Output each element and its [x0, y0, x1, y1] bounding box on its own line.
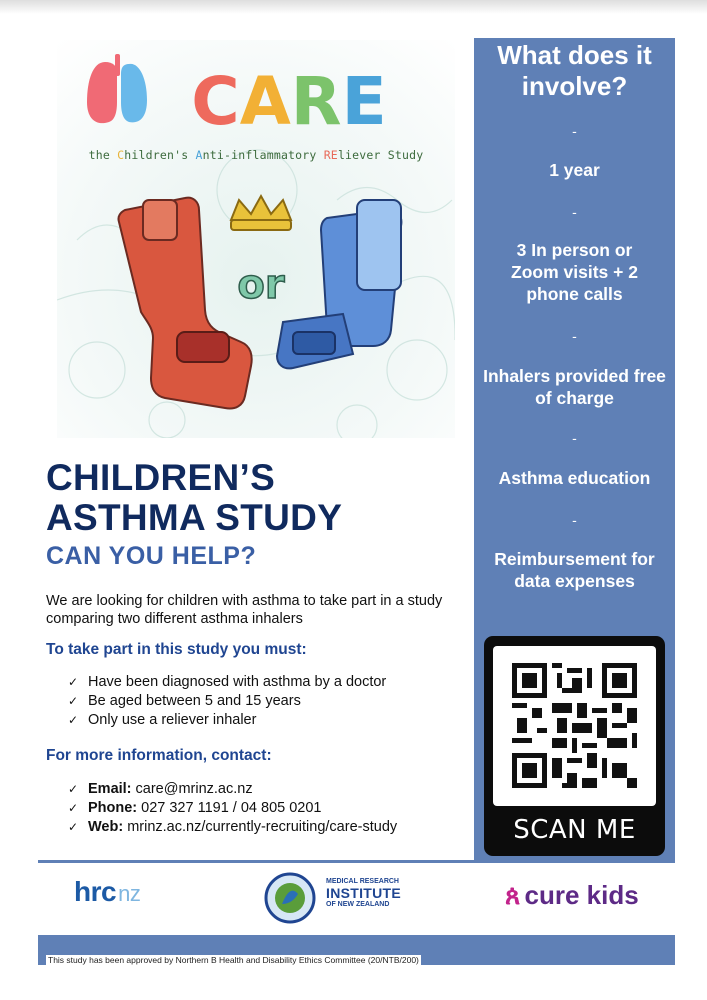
check-icon: ✓	[68, 675, 79, 689]
qr-code-icon[interactable]	[512, 663, 637, 788]
intro-text: We are looking for children with asthma to take part in a study comparing two different asthma inhalers	[46, 593, 443, 627]
requirement-item: ✓ Only use a reliever inhaler	[68, 712, 257, 728]
qr-code-area[interactable]	[493, 646, 656, 806]
panel-separator: -	[572, 430, 577, 446]
crown-icon	[231, 196, 291, 230]
blue-inhaler-icon	[277, 200, 401, 368]
panel-item-education: Asthma education	[498, 468, 651, 488]
scan-me-label: SCAN ME	[513, 815, 636, 845]
hero-artwork	[57, 40, 455, 438]
web-link[interactable]: mrinz.ac.nz/currently-recruiting/care-study	[127, 819, 398, 835]
page-title	[46, 458, 342, 538]
mri-emblem-icon	[264, 872, 316, 924]
panel-item-duration: 1 year	[549, 160, 600, 180]
hero-illustration	[57, 40, 455, 438]
title-line-1: CHILDREN’S	[46, 457, 276, 498]
panel-item-visits: 3 In person or Zoom visits + 2 phone calls	[511, 240, 638, 304]
requirements-list	[68, 673, 386, 730]
panel-separator: -	[572, 204, 577, 220]
page-subtitle: CAN YOU HELP?	[46, 542, 257, 570]
cure-kids-logo: ጰ cure kids	[505, 880, 639, 910]
cure-kids-figure-icon: ጰ	[505, 880, 521, 910]
care-logo-letters: CARE	[191, 63, 387, 140]
involvement-panel	[474, 38, 675, 860]
title-line-2: ASTHMA STUDY	[46, 497, 343, 538]
contact-list	[68, 780, 397, 837]
panel-separator: -	[572, 512, 577, 528]
check-icon: ✓	[68, 820, 79, 834]
panel-item-inhalers: Inhalers provided free of charge	[483, 366, 666, 408]
or-word: or	[237, 262, 285, 308]
panel-item-reimbursement: Reimbursement for data expenses	[494, 549, 655, 591]
check-icon: ✓	[68, 801, 79, 815]
hrc-logo: hrcnz	[74, 876, 141, 907]
contact-email: ✓ Email: care@mrinz.ac.nz	[68, 781, 253, 797]
check-icon: ✓	[68, 694, 79, 708]
ethics-note: This study has been approved by Northern B Health and Disability Ethics Committee (20/NTB/200)	[48, 955, 419, 965]
email-link[interactable]: care@mrinz.ac.nz	[135, 781, 253, 797]
contact-web: ✓ Web: mrinz.ac.nz/currently-recruiting/care-study	[68, 819, 398, 835]
check-icon: ✓	[68, 713, 79, 727]
requirement-item: ✓ Have been diagnosed with asthma by a doctor	[68, 674, 387, 690]
lungs-icon	[87, 54, 147, 123]
contact-heading: For more information, contact:	[46, 747, 272, 764]
check-icon: ✓	[68, 782, 79, 796]
panel-title: What does it involve?	[497, 40, 652, 101]
page-top-shadow	[0, 0, 707, 14]
requirement-item: ✓ Be aged between 5 and 15 years	[68, 693, 301, 709]
care-logo-caption: the Children's Anti-inflammatory REliever Study	[88, 148, 424, 162]
panel-separator: -	[572, 328, 577, 344]
mri-logo	[264, 872, 424, 924]
panel-separator: -	[572, 123, 577, 139]
requirements-heading: To take part in this study you must:	[46, 641, 307, 658]
divider-line	[38, 860, 675, 863]
mri-wordmark: MEDICAL RESEARCH INSTITUTE OF NEW ZEALAND	[326, 878, 402, 908]
qr-card[interactable]	[484, 636, 665, 856]
contact-phone: ✓ Phone: 027 327 1191 / 04 805 0201	[68, 800, 322, 816]
phone-link[interactable]: 027 327 1191 / 04 805 0201	[141, 800, 322, 816]
